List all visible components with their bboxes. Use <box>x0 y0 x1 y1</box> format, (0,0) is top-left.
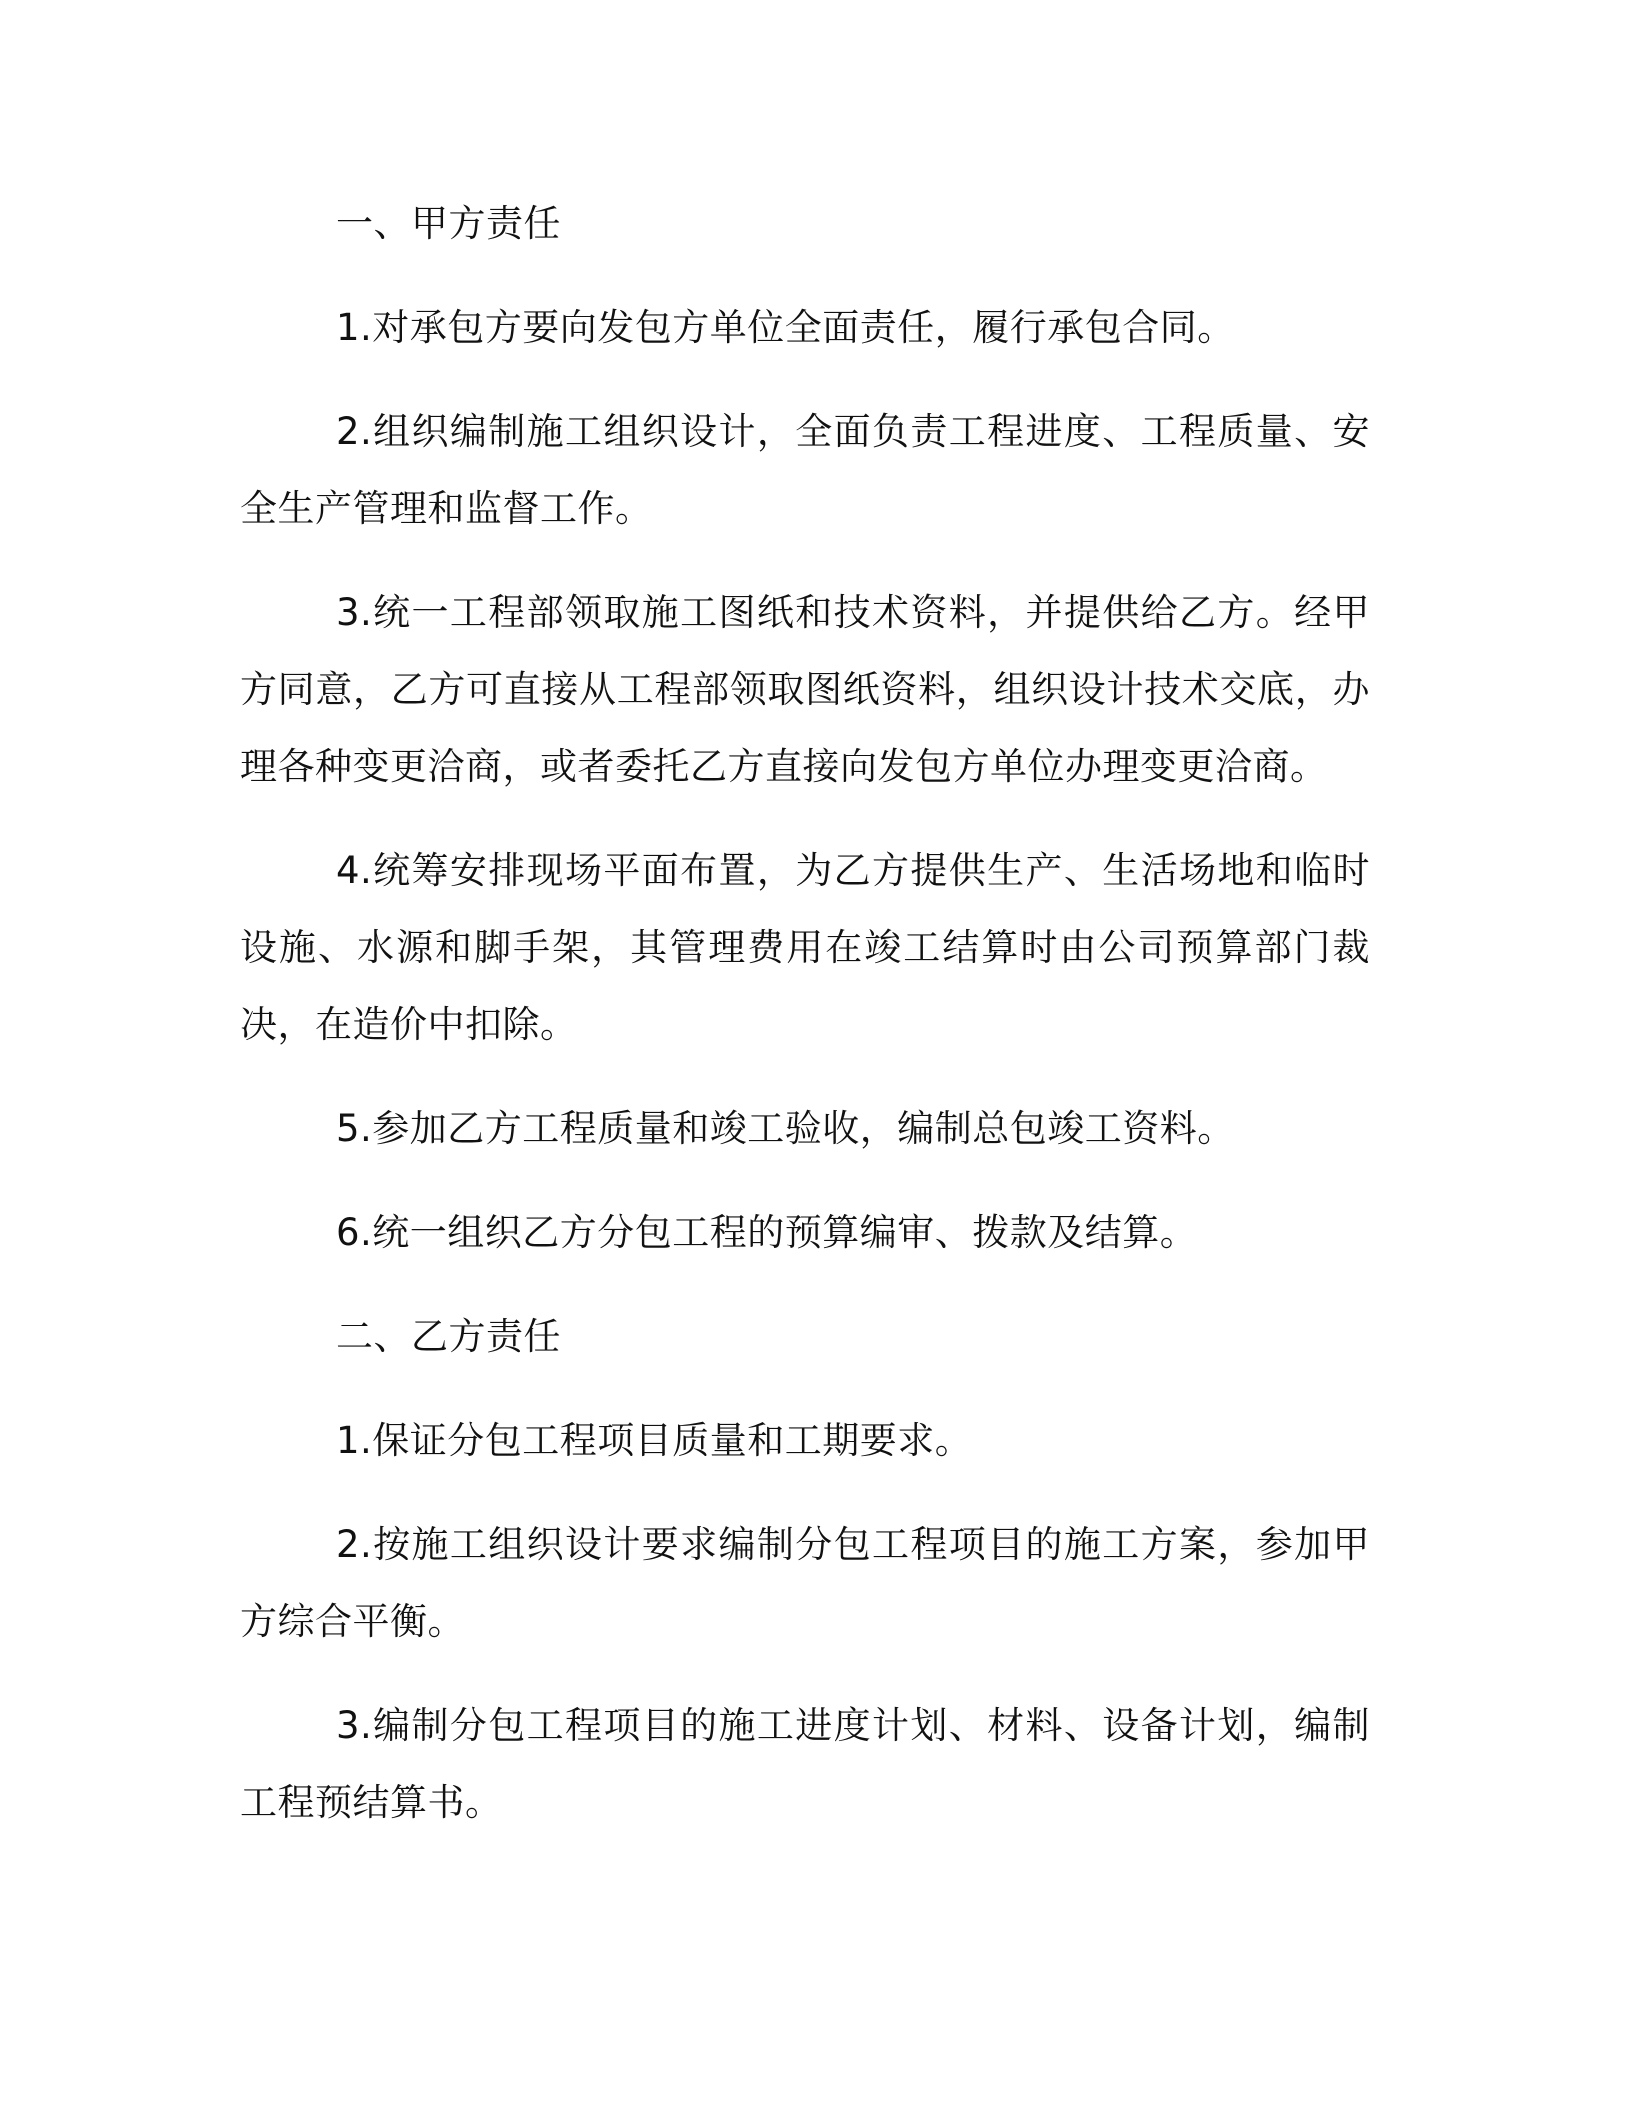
section-heading-party-a: 一、甲方责任 <box>336 202 561 245</box>
party-a-item-6: 6.统一组织乙方分包工程的预算编审、拨款及结算。 <box>336 1211 1198 1254</box>
party-b-item-2: 2.按施工组织设计要求编制分包工程项目的施工方案，参加甲方综合平衡。 <box>240 1523 1370 1643</box>
party-b-item-1: 1.保证分包工程项目质量和工期要求。 <box>336 1419 973 1462</box>
party-b-item-3: 3.编制分包工程项目的施工进度计划、材料、设备计划，编制工程预结算书。 <box>240 1704 1370 1824</box>
party-a-item-5: 5.参加乙方工程质量和竣工验收，编制总包竣工资料。 <box>336 1107 1235 1150</box>
document-page <box>240 185 1370 1868</box>
party-a-item-1: 1.对承包方要向发包方单位全面责任，履行承包合同。 <box>336 306 1235 349</box>
party-a-item-3: 3.统一工程部领取施工图纸和技术资料，并提供给乙方。经甲方同意，乙方可直接从工程部领取图纸资料，组织设计技术交底，办理各种变更洽商，或者委托乙方直接向发包方单位办理变更洽商。 <box>240 591 1370 788</box>
party-a-item-2: 2.组织编制施工组织设计，全面负责工程进度、工程质量、安全生产管理和监督工作。 <box>240 410 1370 530</box>
party-a-item-4: 4.统筹安排现场平面布置，为乙方提供生产、生活场地和临时设施、水源和脚手架，其管理费用在竣工结算时由公司预算部门裁决，在造价中扣除。 <box>240 849 1370 1046</box>
section-heading-party-b: 二、乙方责任 <box>336 1315 561 1358</box>
